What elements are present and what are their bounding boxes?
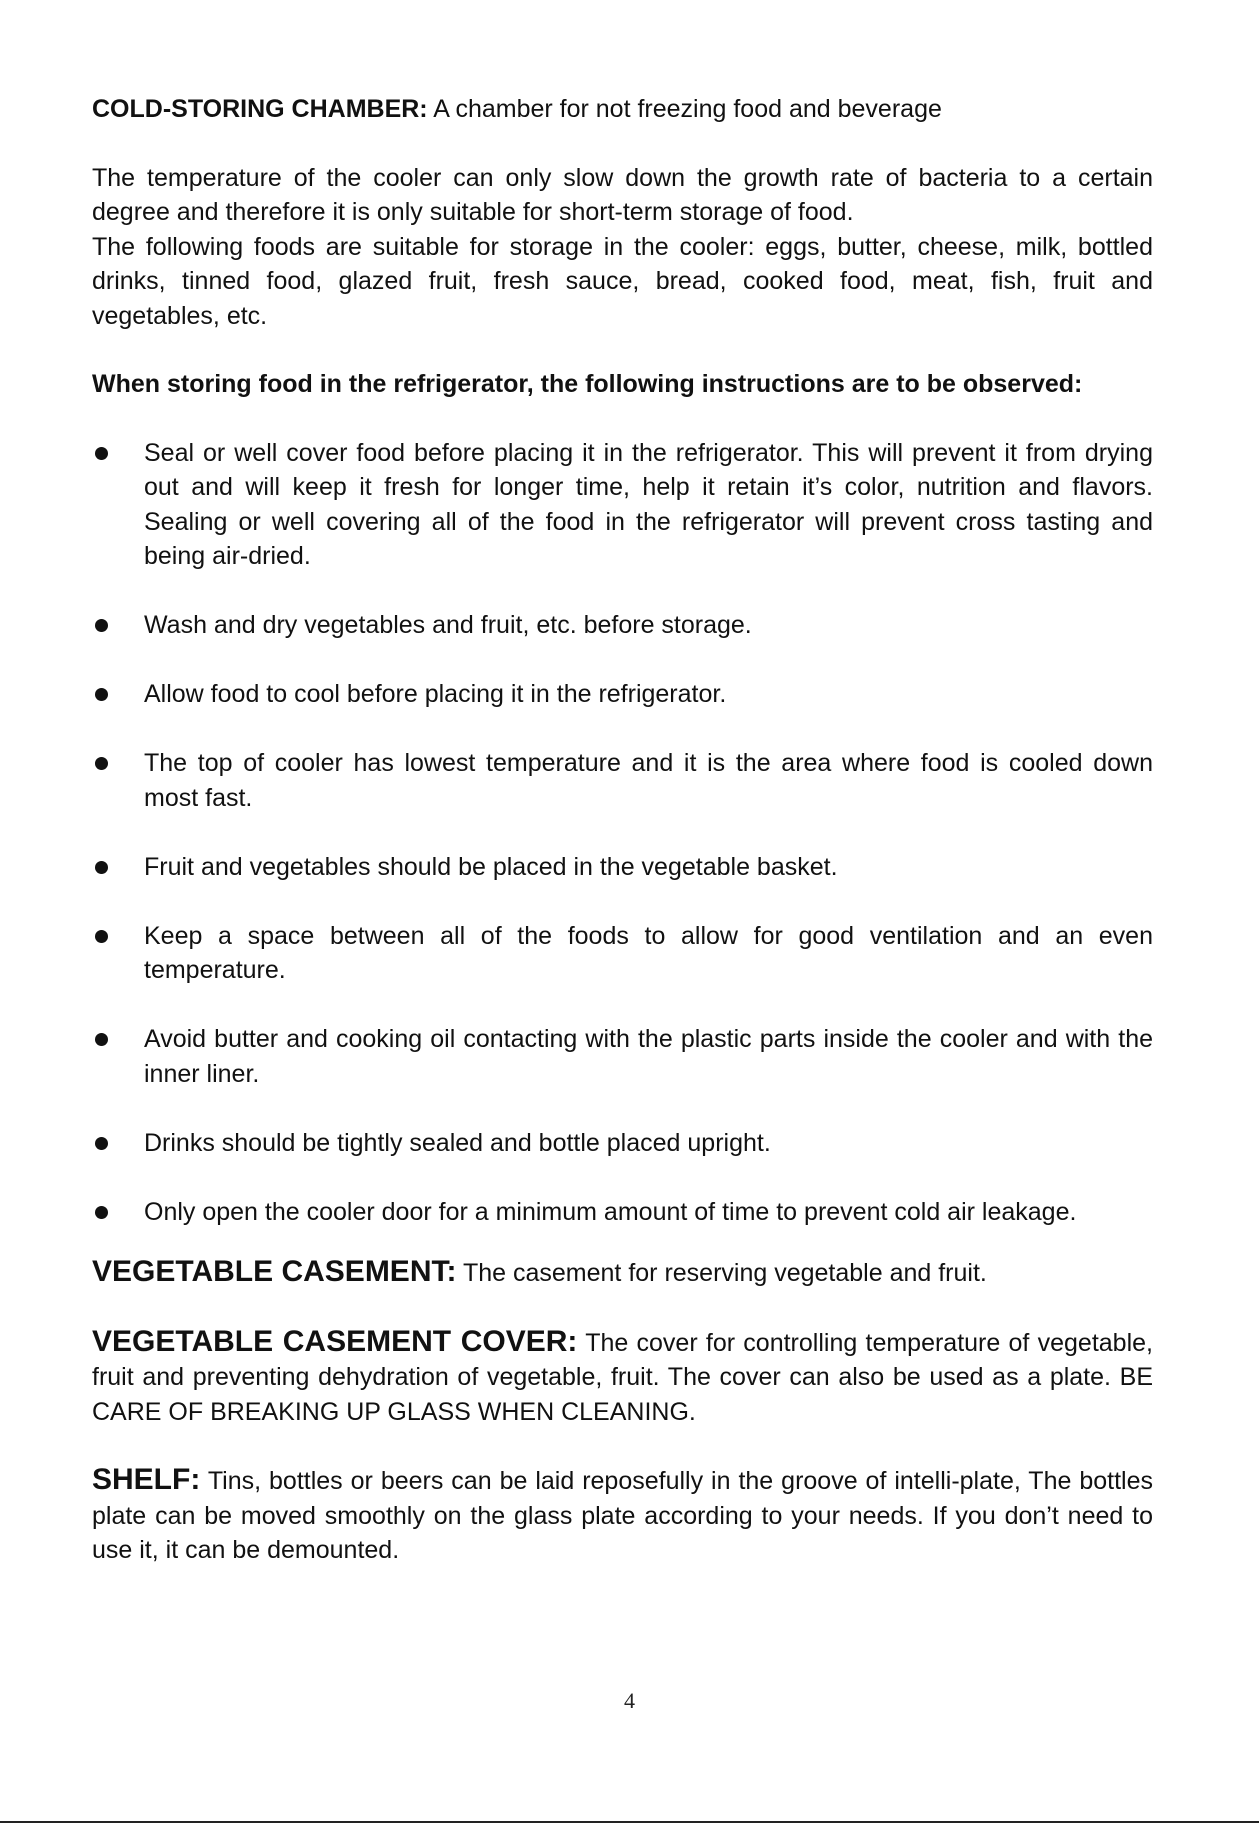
list-item bbox=[92, 1126, 1153, 1161]
shelf-section bbox=[92, 1463, 1153, 1568]
bullet-icon bbox=[95, 1033, 108, 1046]
bullet-icon bbox=[95, 447, 108, 460]
bullet-icon bbox=[95, 1137, 108, 1150]
bottom-border-line bbox=[0, 1821, 1259, 1823]
list-item-text: Avoid butter and cooking oil contacting with the plastic parts inside the cooler and with the inner liner. bbox=[144, 1025, 1153, 1088]
vegetable-casement-cover-description: The cover for controlling temperature of vegetable, fruit and preventing dehydration of vegetable, fruit. The cover can also be used as a plate. BE CARE OF BREAKING UP GLASS WHEN CLEANING. bbox=[92, 1328, 1153, 1426]
vegetable-casement-cover-section bbox=[92, 1325, 1153, 1430]
list-item bbox=[92, 919, 1153, 988]
list-item bbox=[92, 677, 1153, 712]
cold-storing-chamber-heading: COLD-STORING CHAMBER: bbox=[92, 95, 428, 123]
list-item bbox=[92, 850, 1153, 885]
list-item-text: Only open the cooler door for a minimum amount of time to prevent cold air leakage. bbox=[144, 1197, 1077, 1226]
instructions-heading: When storing food in the refrigerator, the following instructions are to be observed: bbox=[92, 370, 1083, 398]
suitable-foods-paragraph: The following foods are suitable for storage in the cooler: eggs, butter, cheese, milk, bottled drinks, tinned food, glazed fruit, fresh sauce, bread, cooked food, meat, fish, fruit and vegetables, etc. bbox=[92, 232, 1153, 330]
list-item-text: Fruit and vegetables should be placed in the vegetable basket. bbox=[144, 852, 838, 881]
vegetable-casement-section bbox=[92, 1255, 1153, 1291]
shelf-description: Tins, bottles or beers can be laid reposefully in the groove of intelli-plate, The bottles plate can be moved smoothly on the glass plate according to your needs. If you don’t need to use it, it can be demounted. bbox=[92, 1467, 1153, 1564]
vegetable-casement-cover-heading: VEGETABLE CASEMENT COVER: bbox=[92, 1324, 578, 1358]
list-item-text: The top of cooler has lowest temperature and it is the area where food is cooled down most fast. bbox=[144, 749, 1153, 812]
bullet-icon bbox=[95, 688, 108, 701]
list-item-text: Allow food to cool before placing it in the refrigerator. bbox=[144, 680, 727, 708]
list-item bbox=[92, 608, 1153, 643]
bullet-icon bbox=[95, 757, 108, 770]
cold-storing-chamber-description: A chamber for not freezing food and beverage bbox=[427, 95, 942, 123]
bacteria-paragraph: The temperature of the cooler can only slow down the growth rate of bacteria to a certain degree and therefore it is only suitable for short-term storage of food. bbox=[92, 163, 1153, 226]
list-item bbox=[92, 1195, 1153, 1230]
list-item bbox=[92, 746, 1153, 815]
list-item-text: Drinks should be tightly sealed and bottle placed upright. bbox=[144, 1128, 771, 1157]
list-item-text: Keep a space between all of the foods to allow for good ventilation and an even temperature. bbox=[144, 921, 1153, 984]
manual-page bbox=[92, 92, 1153, 1602]
page-number: 4 bbox=[624, 1688, 635, 1713]
vegetable-casement-description: The casement for reserving vegetable and fruit. bbox=[456, 1259, 987, 1287]
bullet-icon bbox=[95, 861, 108, 874]
bullet-icon bbox=[95, 1206, 108, 1219]
vegetable-casement-heading: VEGETABLE CASEMENT: bbox=[92, 1255, 457, 1288]
list-item-text: Wash and dry vegetables and fruit, etc. before storage. bbox=[144, 611, 752, 639]
list-item bbox=[92, 436, 1153, 574]
cold-storing-chamber-section bbox=[92, 92, 1153, 127]
bullet-icon bbox=[95, 619, 108, 632]
list-item-text: Seal or well cover food before placing it in the refrigerator. This will prevent it from drying out and will keep it fresh for longer time, help it retain it’s color, nutrition and flavors. Sealing or well covering all of the food in the refrigerator will prevent cross tasting and being air-dried. bbox=[144, 438, 1153, 570]
bullet-icon bbox=[95, 930, 108, 943]
shelf-heading: SHELF: bbox=[92, 1463, 201, 1496]
list-item bbox=[92, 1022, 1153, 1091]
instructions-list bbox=[92, 436, 1153, 1230]
